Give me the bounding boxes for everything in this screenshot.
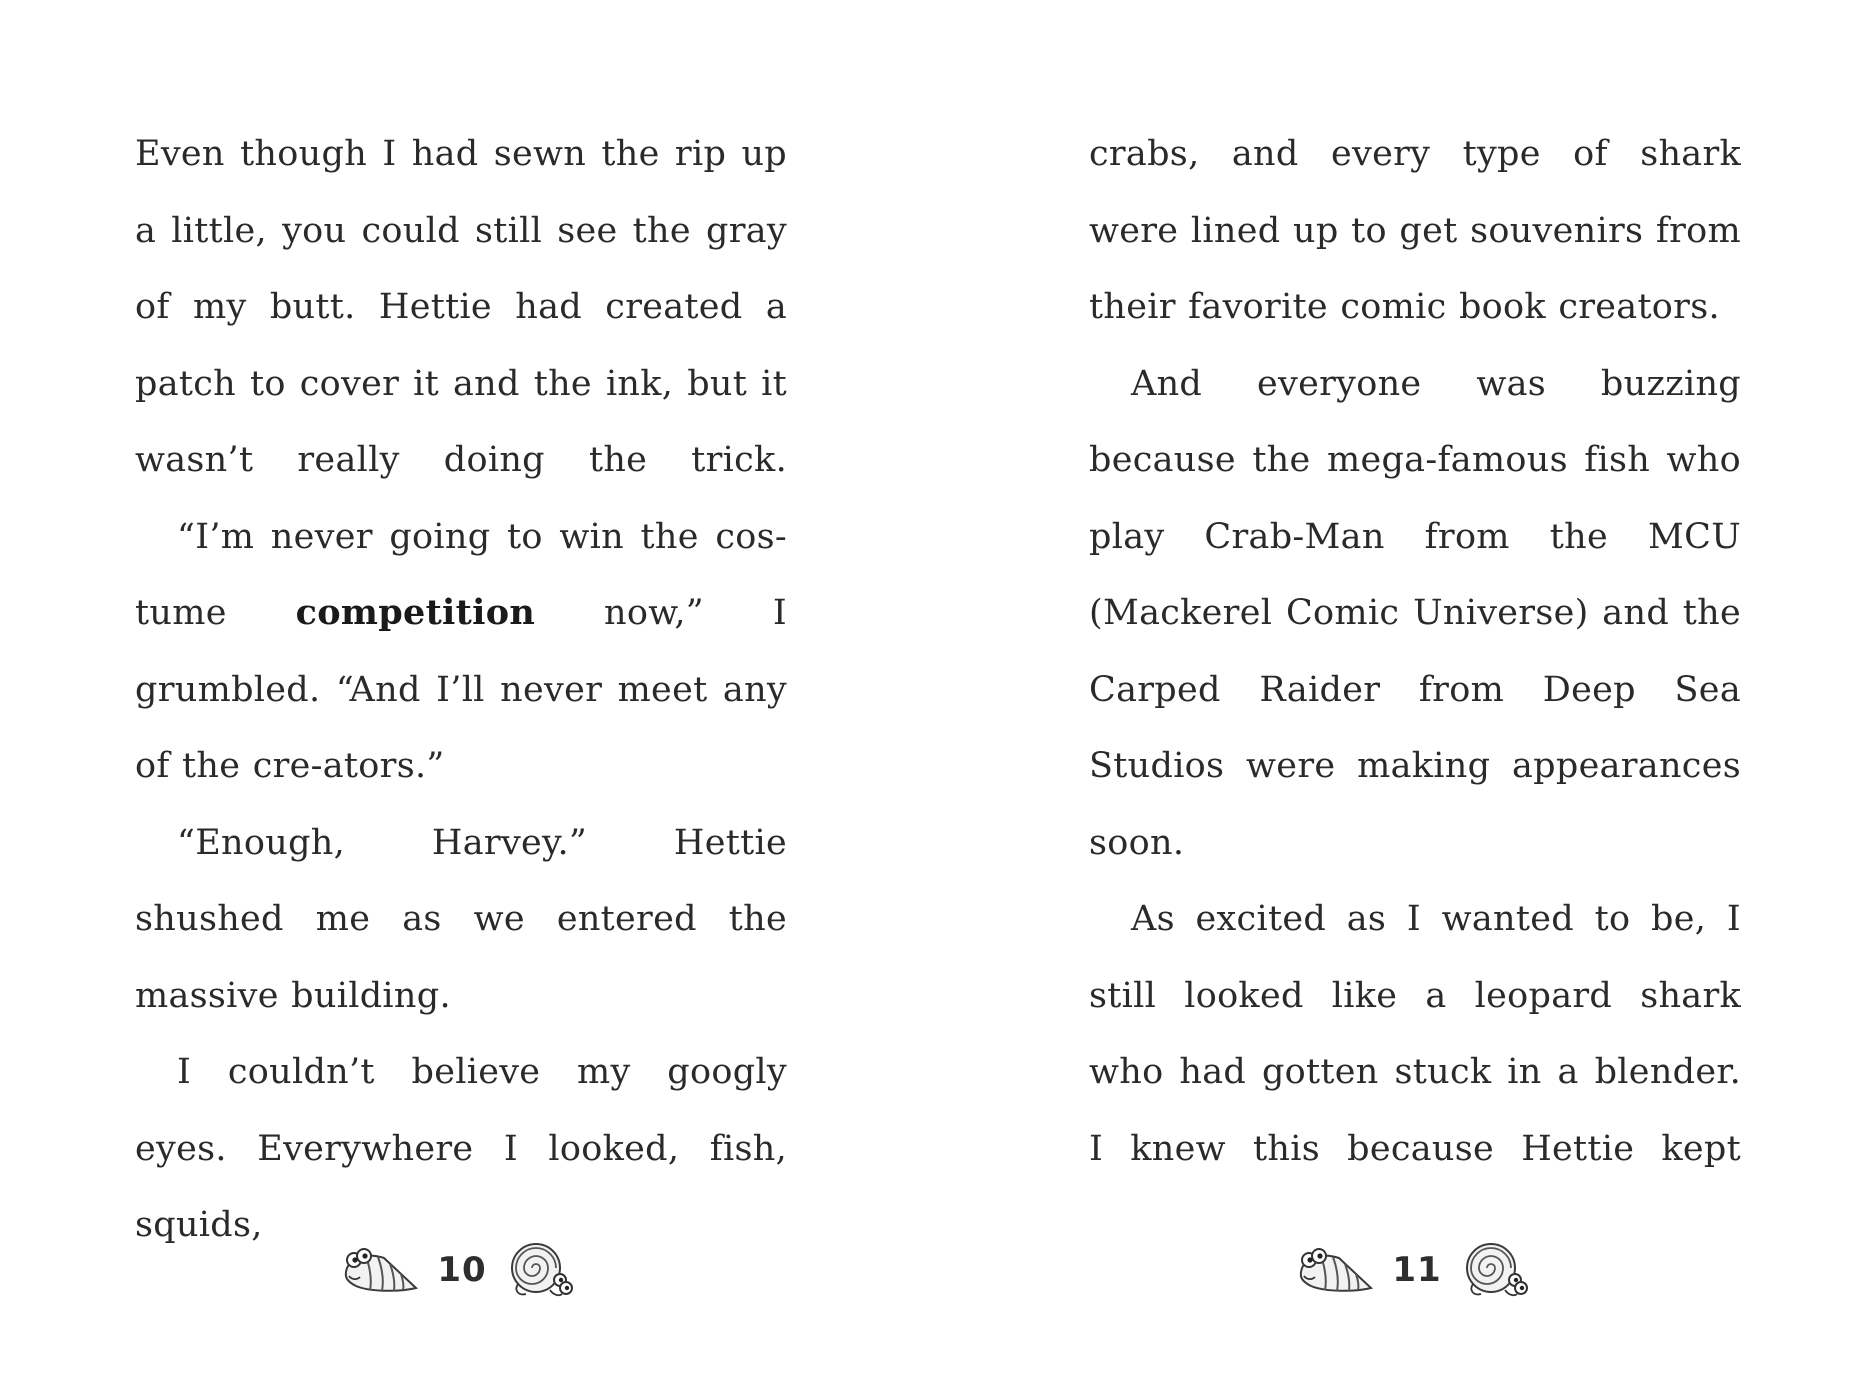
paragraph [1089, 346, 1741, 882]
right-page-footer [1295, 1235, 1531, 1305]
page-number: 11 [1392, 1250, 1442, 1290]
paragraph-text: As excited as I wanted to be, I still looked like a leopard shark who had gotten stuck in a blender. I knew this because Hettie kept [1089, 899, 1741, 1169]
paragraph-text: crabs, and every type of shark were lined up to get souvenirs from their favorite comic book creators. [1089, 134, 1741, 327]
paragraph-text: Even though I had sewn the rip up a little, you could still see the gray of my butt. Hettie had created a patch to cover it and the ink, but it wasn’t really doing the trick. [135, 134, 787, 480]
paragraph [1089, 116, 1741, 346]
hermit-crab-spiral-shell-icon [1459, 1240, 1531, 1300]
paragraph [135, 499, 787, 805]
paragraph-text: “Enough, Harvey.” Hettie shushed me as we entered the massive building. [135, 822, 787, 1016]
hermit-crab-cone-shell-icon [340, 1242, 420, 1298]
paragraph [1089, 881, 1741, 1187]
hermit-crab-spiral-shell-icon [504, 1240, 576, 1300]
paragraph [135, 805, 787, 1035]
paragraph [135, 1034, 787, 1264]
right-page-text [1089, 116, 1741, 1187]
bold-term: competition [295, 592, 536, 633]
paragraph-text: now,” I grumbled. “And I’ll never meet any of the cre-ators.” [135, 593, 787, 786]
left-page-footer [340, 1235, 576, 1305]
paragraph-text: I couldn’t believe my googly eyes. Everywhere I looked, fish, squids, [135, 1052, 787, 1245]
right-page [931, 0, 1862, 1396]
paragraph [135, 116, 787, 499]
paragraph-text: And everyone was buzzing because the mega-famous fish who play Crab-Man from the MCU (Mackerel Comic Universe) and the Carped Raider from Deep Sea Studios were making appearances soon. [1089, 363, 1741, 863]
left-page-text [135, 116, 787, 1264]
hermit-crab-cone-shell-icon [1295, 1242, 1375, 1298]
paragraph-text: “I’m never going to win the cos-tume [135, 516, 787, 633]
page-number: 10 [437, 1250, 487, 1290]
